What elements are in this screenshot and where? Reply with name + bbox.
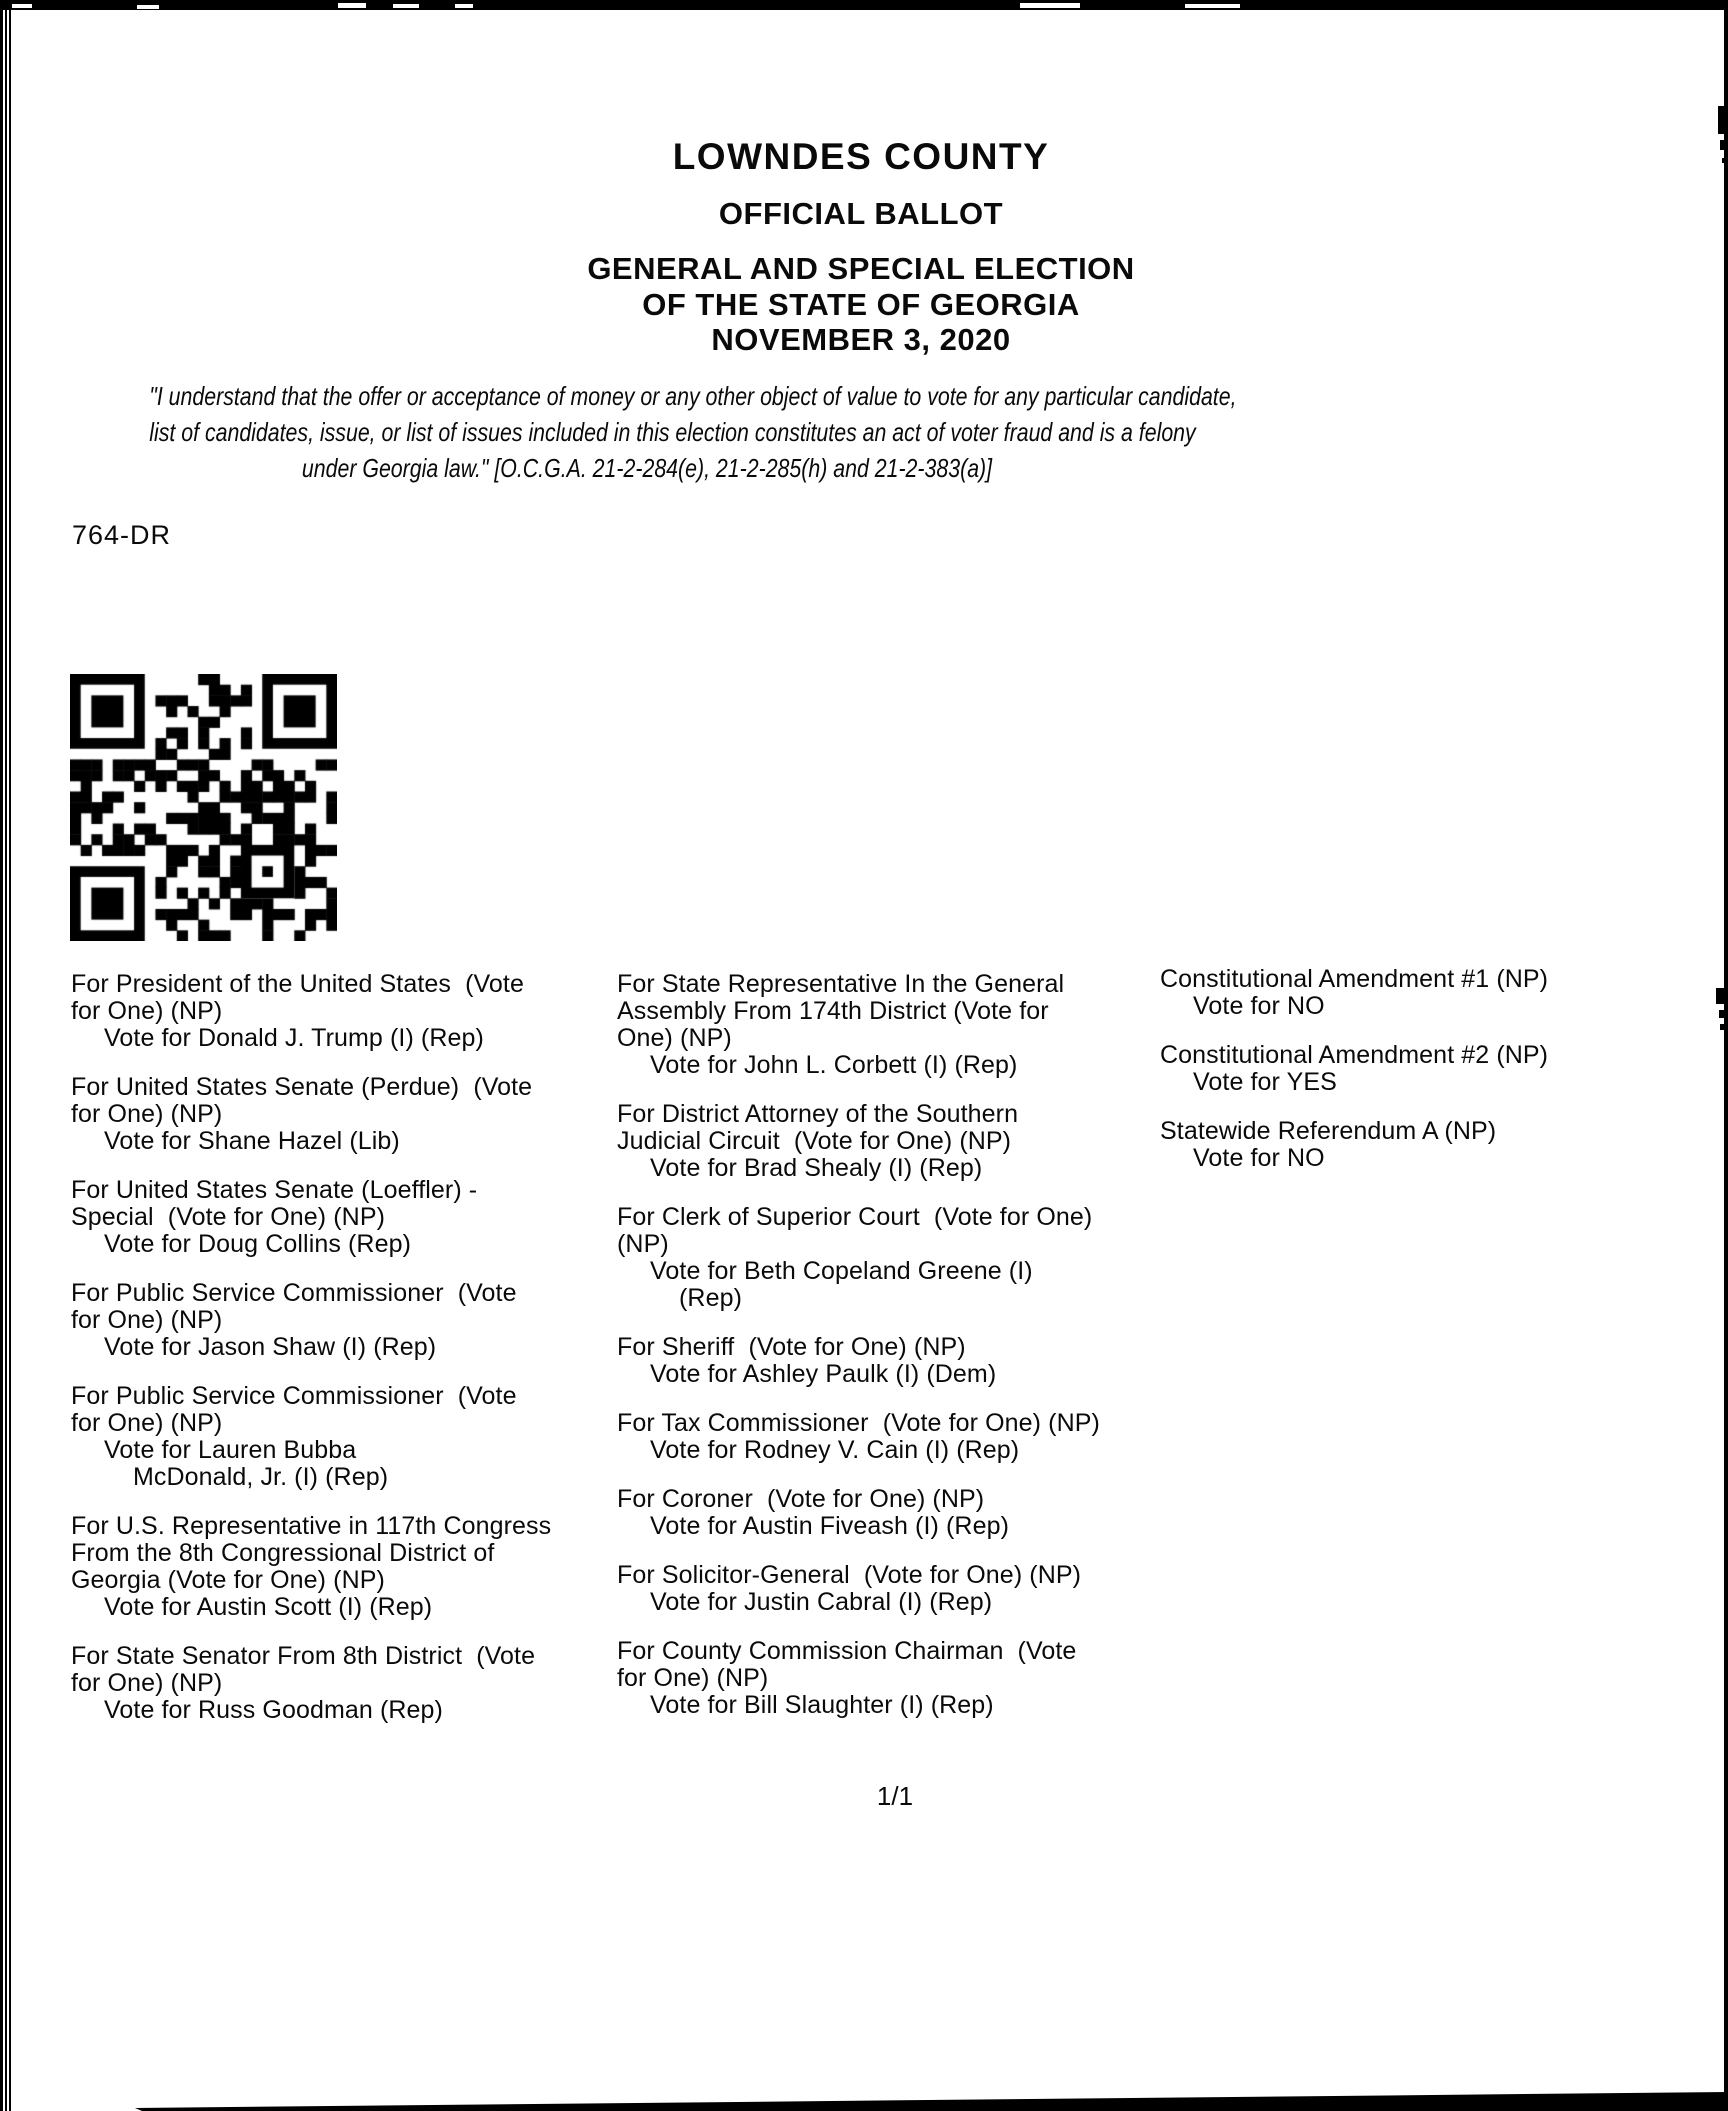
contest-title-line: Constitutional Amendment #2 (NP) — [1160, 1041, 1549, 1069]
top-scan-edge — [0, 0, 1728, 10]
right-scan-edge — [1724, 0, 1728, 2111]
scan-artifact — [12, 4, 32, 8]
vote-selection-line: Vote for Jason Shaw (I) (Rep) — [104, 1333, 437, 1361]
vote-selection-line: Vote for Austin Scott (I) (Rep) — [104, 1593, 433, 1621]
election-state-line: OF THE STATE OF GEORGIA — [642, 287, 1080, 322]
contest-title-line: For United States Senate (Loeffler) - — [71, 1176, 478, 1204]
page-indicator: 1/1 — [876, 1781, 914, 1811]
contest-title-line: for One) (NP) — [71, 997, 223, 1025]
contest-title-line: For Sheriff (Vote for One) (NP) — [617, 1333, 966, 1361]
vote-selection-line: Vote for YES — [1193, 1068, 1337, 1096]
qr-code — [70, 674, 337, 941]
vote-selection-line: Vote for Shane Hazel (Lib) — [104, 1127, 400, 1155]
contest-title-line: for One) (NP) — [617, 1664, 769, 1692]
vote-selection-line: Vote for Austin Fiveash (I) (Rep) — [650, 1512, 1010, 1540]
scan-artifact — [1718, 106, 1728, 134]
contest-block — [71, 1074, 631, 1155]
contest-title-line: For Public Service Commissioner (Vote — [71, 1382, 517, 1410]
scan-artifact — [338, 3, 366, 8]
contest-title-line: Assembly From 174th District (Vote for — [617, 997, 1049, 1025]
contest-block — [71, 1177, 631, 1258]
contest-block — [1160, 966, 1640, 1020]
scan-artifact — [1722, 158, 1728, 163]
scan-artifact — [137, 5, 159, 9]
contest-block — [617, 1562, 1177, 1616]
contest-title-line: Georgia (Vote for One) (NP) — [71, 1566, 385, 1594]
scan-artifact — [1716, 988, 1728, 1004]
ballot-column-2 — [617, 971, 1177, 1741]
vote-selection-line: Vote for Brad Shealy (I) (Rep) — [650, 1154, 983, 1182]
contest-title-line: For President of the United States (Vote — [71, 970, 524, 998]
contest-title-line: for One) (NP) — [71, 1100, 223, 1128]
vote-selection-line: Vote for Russ Goodman (Rep) — [104, 1696, 443, 1724]
contest-block — [617, 1101, 1177, 1182]
vote-selection-line: Vote for Justin Cabral (I) (Rep) — [650, 1588, 993, 1616]
contest-block — [71, 1280, 631, 1361]
contest-block — [71, 1383, 631, 1491]
election-type-line: GENERAL AND SPECIAL ELECTION — [587, 251, 1135, 286]
fraud-notice-line: list of candidates, issue, or list of issues included in this election constitutes an act of voter fraud and is a felony — [149, 417, 1196, 447]
vote-selection-line: Vote for NO — [1193, 992, 1325, 1020]
contest-title-line: for One) (NP) — [71, 1409, 223, 1437]
vote-selection-line: Vote for Doug Collins (Rep) — [104, 1230, 412, 1258]
ballot-title: OFFICIAL BALLOT — [718, 196, 1004, 231]
contest-title-line: For State Representative In the General — [617, 970, 1065, 998]
contest-title-line: For State Senator From 8th District (Vote — [71, 1642, 536, 1670]
scan-artifact — [1719, 1010, 1728, 1018]
contest-title-line: for One) (NP) — [71, 1306, 223, 1334]
contest-title-line: For United States Senate (Perdue) (Vote — [71, 1073, 533, 1101]
vote-selection-line: Vote for Bill Slaughter (I) (Rep) — [650, 1691, 994, 1719]
contest-title-line: From the 8th Congressional District of — [71, 1539, 495, 1567]
scan-artifact — [455, 4, 473, 8]
vote-selection-line: Vote for NO — [1193, 1144, 1325, 1172]
vote-selection-line: Vote for Rodney V. Cain (I) (Rep) — [650, 1436, 1020, 1464]
contest-title-line: For Coroner (Vote for One) (NP) — [617, 1485, 985, 1513]
contest-block — [71, 1643, 631, 1724]
ballot-column-1 — [71, 971, 631, 1746]
scan-artifact — [1185, 4, 1240, 8]
scan-artifact — [1720, 1024, 1728, 1030]
contest-title-line: Special (Vote for One) (NP) — [71, 1203, 386, 1231]
contest-block — [71, 1513, 631, 1621]
ballot-column-3 — [1160, 966, 1640, 1194]
contest-title-line: For Tax Commissioner (Vote for One) (NP) — [617, 1409, 1100, 1437]
contest-block — [71, 971, 631, 1052]
contest-block — [617, 1486, 1177, 1540]
fraud-notice-line: under Georgia law." [O.C.G.A. 21-2-284(e), 21-2-285(h) and 21-2-383(a)] — [301, 453, 993, 483]
contest-title-line: For Solicitor-General (Vote for One) (NP) — [617, 1561, 1082, 1589]
contest-title-line: Statewide Referendum A (NP) — [1160, 1117, 1497, 1145]
scan-artifact — [1720, 140, 1728, 150]
form-number: 764-DR — [72, 520, 172, 550]
contest-block — [617, 1638, 1177, 1719]
vote-selection-line: (Rep) — [679, 1284, 743, 1312]
contest-title-line: For County Commission Chairman (Vote — [617, 1637, 1077, 1665]
vote-selection-line: Vote for Lauren Bubba — [104, 1436, 357, 1464]
contest-title-line: (NP) — [617, 1230, 669, 1258]
contest-title-line: For Public Service Commissioner (Vote — [71, 1279, 517, 1307]
vote-selection-line: Vote for Ashley Paulk (I) (Dem) — [650, 1360, 997, 1388]
fraud-notice-line: "I understand that the offer or acceptance of money or any other object of value to vote for any particular candidate, — [149, 381, 1237, 411]
vote-selection-line: McDonald, Jr. (I) (Rep) — [133, 1463, 389, 1491]
contest-title-line: for One) (NP) — [71, 1669, 223, 1697]
contest-block — [617, 1334, 1177, 1388]
vote-selection-line: Vote for Donald J. Trump (I) (Rep) — [104, 1024, 484, 1052]
vote-selection-line: Vote for Beth Copeland Greene (I) — [650, 1257, 1033, 1285]
contest-block — [1160, 1118, 1640, 1172]
contest-block — [617, 1410, 1177, 1464]
contest-title-line: Judicial Circuit (Vote for One) (NP) — [617, 1127, 1012, 1155]
voter-fraud-notice — [149, 378, 1237, 486]
contest-title-line: For Clerk of Superior Court (Vote for One) — [617, 1203, 1093, 1231]
contest-block — [617, 971, 1177, 1079]
contest-title-line: Constitutional Amendment #1 (NP) — [1160, 965, 1549, 993]
contest-title-line: One) (NP) — [617, 1024, 732, 1052]
contest-block — [1160, 1042, 1640, 1096]
county-title: LOWNDES COUNTY — [672, 136, 1050, 177]
scan-artifact — [1020, 3, 1080, 8]
contest-title-line: For U.S. Representative in 117th Congress — [71, 1512, 552, 1540]
vote-selection-line: Vote for John L. Corbett (I) (Rep) — [650, 1051, 1018, 1079]
scan-artifact — [393, 4, 419, 8]
election-date: NOVEMBER 3, 2020 — [711, 322, 1011, 357]
contest-block — [617, 1204, 1177, 1312]
contest-title-line: For District Attorney of the Southern — [617, 1100, 1019, 1128]
bottom-scan-edge — [0, 2090, 1728, 2111]
